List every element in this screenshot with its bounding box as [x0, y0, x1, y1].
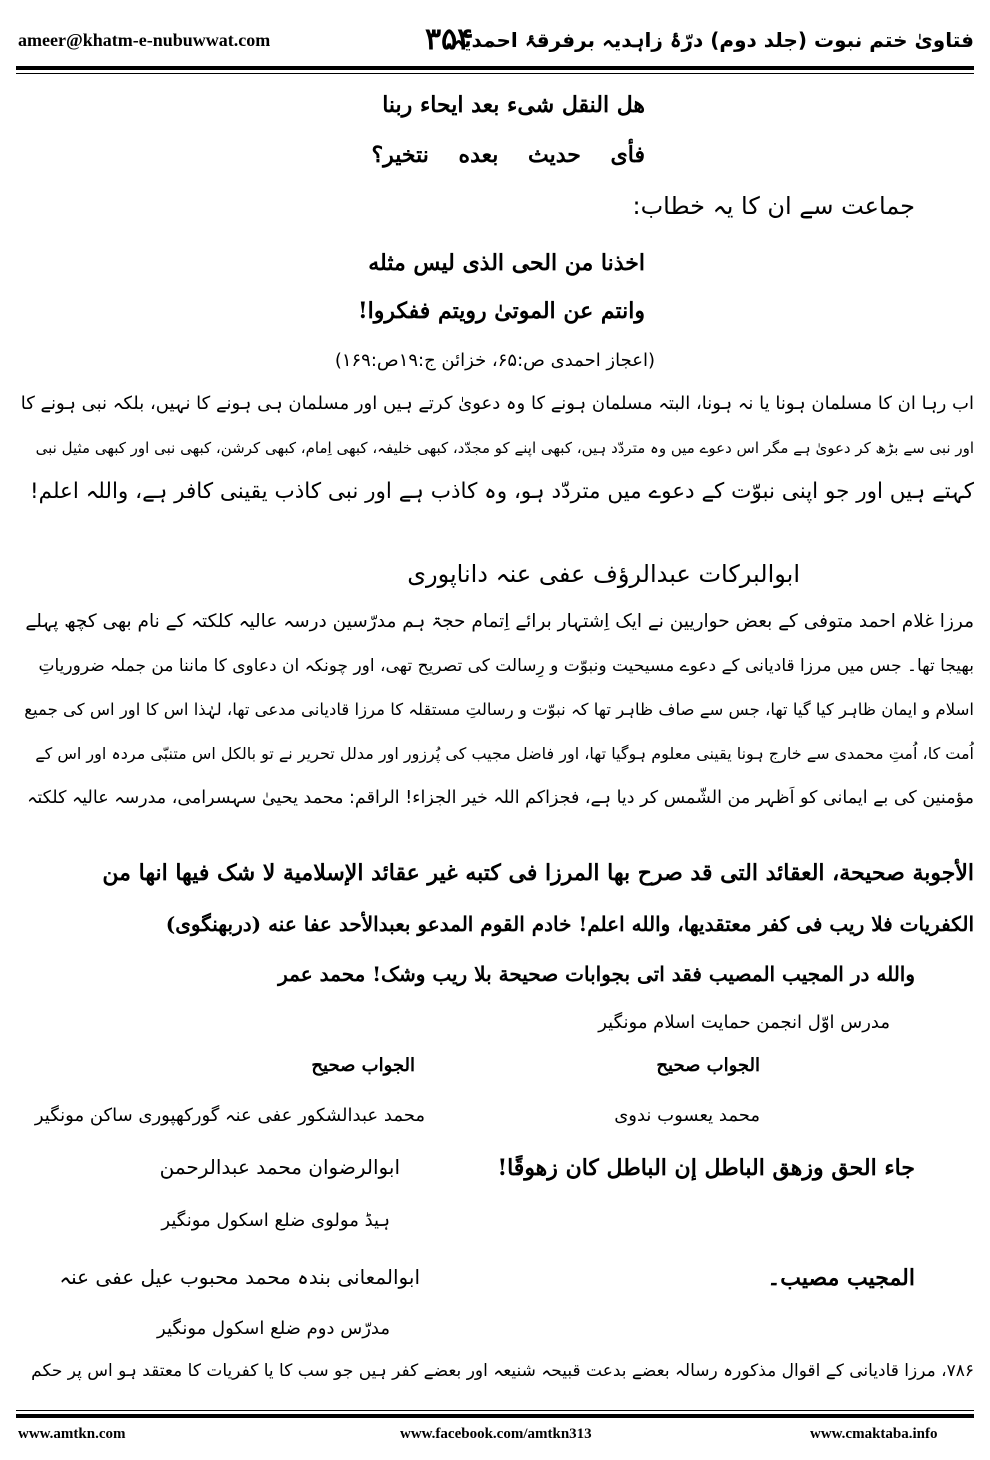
- mujeeb-musib: المجیب مصیب۔: [767, 1265, 915, 1291]
- citation: (اعجاز احمدی ص:۶۵، خزائن ج:۱۹ص:۱۶۹): [334, 350, 655, 371]
- arabic-answer-line2: الکفریات فلا ریب فی کفر معتقدیها، والله اعلم! خادم القوم المدعو بعبدالأحد عفا عنه (دربھنگوی): [165, 912, 974, 936]
- paragraph-2: [16, 600, 974, 820]
- poem2-line1: اخذنا من الحی الذی لیس مثله: [368, 250, 645, 276]
- poem1-line1: هل النقل شیء بعد ایحاء ربنا: [382, 92, 645, 118]
- next-fatwa-line: ۷۸۶، مرزا قادیانی کے اقوال مذکورہ رسالہ بعضے بدعت قبیحہ شنیعہ اور بعضے کفر ہیں جو سب کا یا کفریات کا معتقد ہو اس پر حکم: [31, 1361, 974, 1381]
- intro-line: جماعت سے ان کا یہ خطاب:: [632, 192, 915, 220]
- paragraph-2-line: اُمت کا، اُمتِ محمدی سے خارج ہونا یقینی معلوم ہوگیا تھا، اور فاضل مجیب کی پُرزور اور مدلل تحریر نے تو بالکل اس متنبّی مردہ اور اس کے: [35, 744, 974, 763]
- poem2-line2: وانتم عن الموتیٰ رویتم ففکروا!: [358, 298, 645, 324]
- quran-verse: جاء الحق وزھق الباطل إن الباطل کان زھوقًا!: [497, 1155, 915, 1181]
- footer-rule-thin: [16, 1410, 974, 1411]
- paragraph-2-line: بھیجا تھا۔ جس میں مرزا قادیانی کے دعوے مسیحیت ونبوّت و رِسالت کی تصریح تھی، اور چونکہ ان دعاوی کا ماننا من جملہ ضروریاتِ: [38, 656, 974, 676]
- paragraph-1: [16, 382, 974, 514]
- signature-abulbarakat: ابوالبرکات عبدالرؤف عفی عنہ داناپوری: [407, 560, 800, 588]
- abulmaani-name: ابوالمعانی بندہ محمد محبوب عیل عفی عنہ: [59, 1265, 420, 1289]
- header-email[interactable]: ameer@khatm-e-nubuwwat.com: [18, 30, 271, 50]
- abulrizwan-name: ابوالرضوان محمد عبدالرحمن: [159, 1155, 400, 1179]
- endorsement-label-right: الجواب صحیح: [311, 1055, 415, 1076]
- header-rule-thick: [16, 66, 974, 70]
- endorsement-label-left: الجواب صحیح: [656, 1055, 760, 1076]
- paragraph-2-line: مرزا غلام احمد متوفی کے بعض حواریین نے ایک اِشتہار برائے اِتمام حجۃ ہم مدرّسین درسہ عالیہ کلکتہ کے نام بھی کچھ پہلے: [25, 611, 974, 632]
- header-rule-thin: [16, 73, 974, 74]
- footer-rule-thick: [16, 1414, 974, 1418]
- paragraph-2-line: مؤمنین کی بے ایمانی کو اَظہر من الشّمس کر دیا ہے، فجزاکم اللہ خیر الجزاء! الراقم: محمد یحییٰ سہسرامی، مدرسہ عالیہ کلکتہ: [27, 788, 974, 808]
- abulmaani-title: مدرّس دوم ضلع اسکول مونگیر: [157, 1318, 390, 1339]
- umar-title: مدرس اوّل انجمن حمایت اسلام مونگیر: [598, 1012, 890, 1033]
- page-number: ۳۵۴: [425, 22, 474, 57]
- paragraph-1-line: کہتے ہیں اور جو اپنی نبوّت کے دعوے میں متردّد ہو، وہ کاذب ہے اور نبی کاذب یقینی کافر ہے، واللہ اعلم!: [30, 479, 974, 504]
- abulrizwan-title: ہیڈ مولوی ضلع اسکول مونگیر: [161, 1210, 390, 1231]
- endorsement-name-right: محمد عبدالشکور عفی عنہ گورکھپوری ساکن مونگیر: [34, 1105, 425, 1126]
- paragraph-1-line: اور نبی سے بڑھ کر دعویٰ ہے مگر اس دعوے میں وہ متردّد ہیں، کبھی اپنے کو مجدّد، کبھی خلیفہ، کبھی اِمام، کبھی کرشن، کبھی نبی اور کبھی مثیل نبی: [35, 439, 974, 457]
- poem1-line2: فأی حدیث بعده نتخیر؟: [371, 142, 645, 168]
- paragraph-1-line: اب رہا ان کا مسلمان ہونا یا نہ ہونا، البتہ مسلمان ہونے کا وہ دعویٰ کرتے ہیں اور مسلمان ہی ہونے کا نہیں، بلکہ نبی ہونے کا: [20, 393, 974, 414]
- paragraph-2-line: اسلام و ایمان ظاہر کیا گیا تھا، جس سے صاف ظاہر تھا کہ نبوّت و رسالتِ مستقلہ کا مرزا قادیانی مدعی تھا، لہٰذا اس کا اور اس کی جمیع: [24, 700, 974, 719]
- footer-link-cmaktaba[interactable]: www.cmaktaba.info: [810, 1426, 938, 1442]
- footer-link-facebook[interactable]: www.facebook.com/amtkn313: [400, 1426, 592, 1442]
- endorsement-name-left: محمد یعسوب ندوی: [614, 1105, 760, 1126]
- arabic-answer-line3: والله در المجیب المصیب فقد اتی بجوابات صحیحة بلا ریب وشک! محمد عمر: [278, 962, 915, 986]
- arabic-answer-line1: الأجوبة صحیحة، العقائد التی قد صرح بها المرزا فی کتبه غیر عقائد الإسلامیة لا شک فیها انها من: [102, 860, 974, 886]
- book-title: فتاویٰ ختم نبوت (جلد دوم) درّۂ زاہدیہ برفرقۂ احمدیہ: [452, 28, 974, 52]
- footer-link-amtkn[interactable]: www.amtkn.com: [18, 1426, 126, 1442]
